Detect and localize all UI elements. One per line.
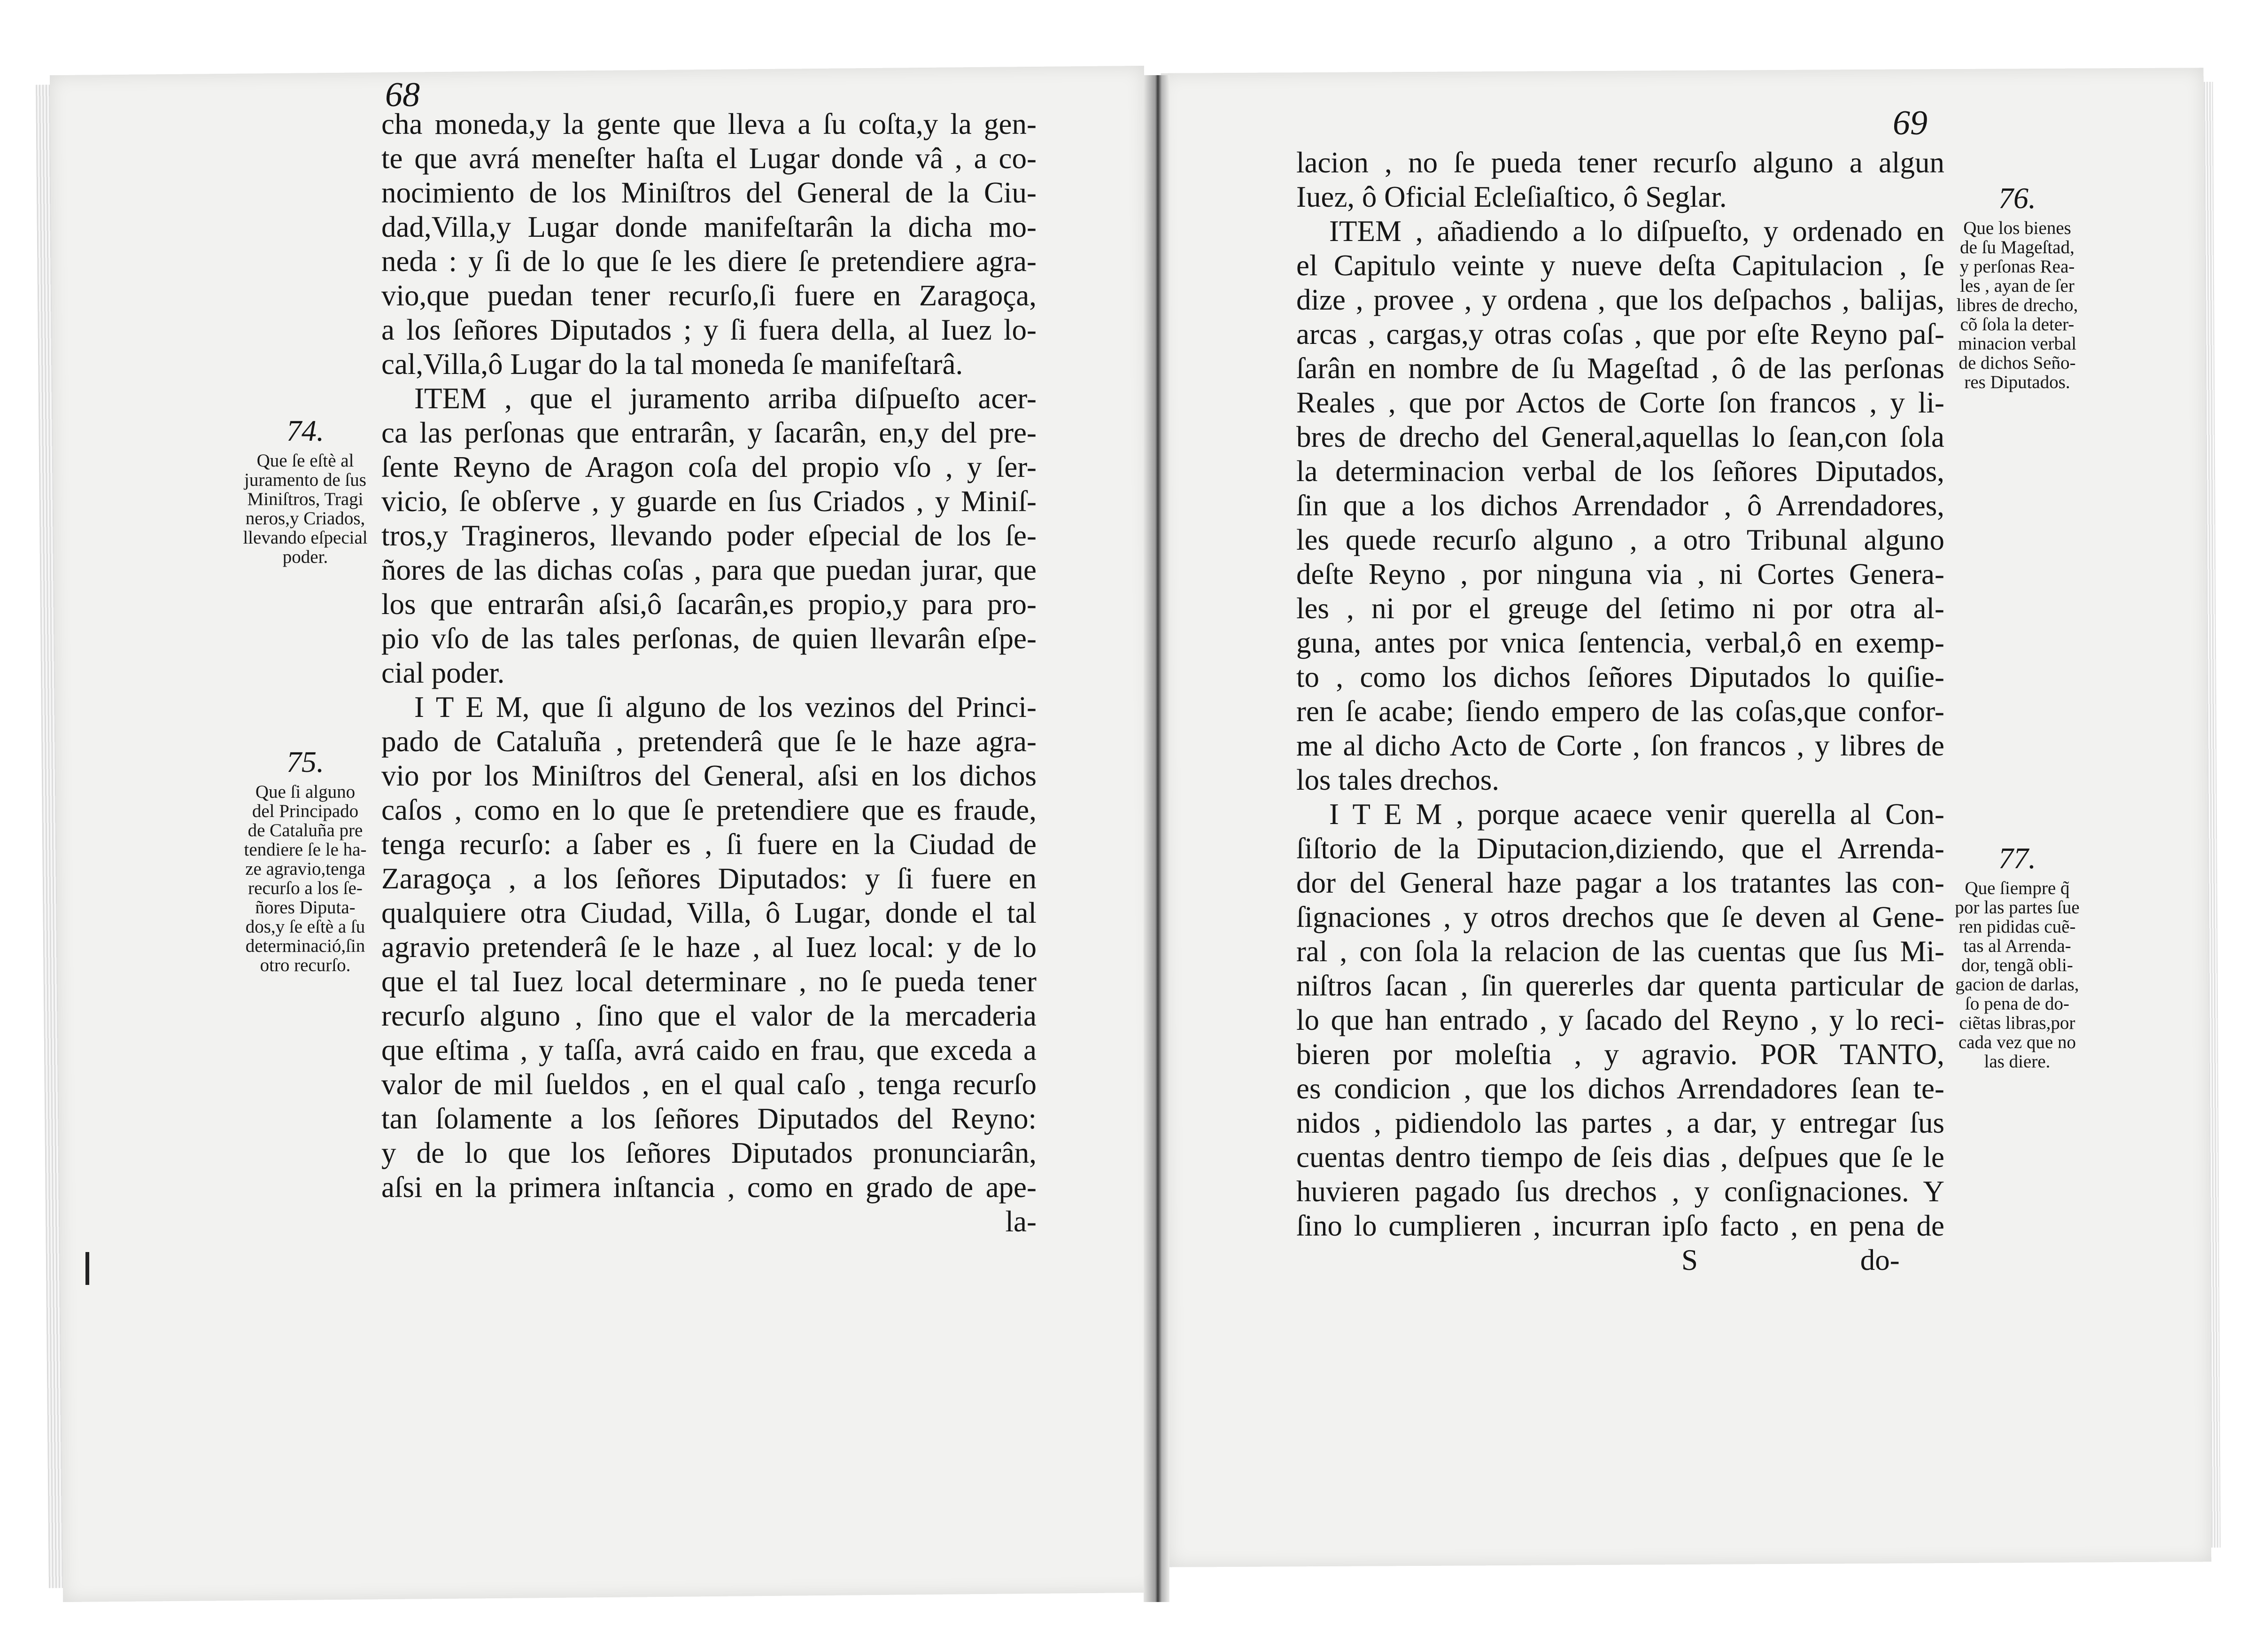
text-line: deſte Reyno , por ninguna via , ni Cortes Genera- <box>1296 558 1944 591</box>
note-line: tas al Arrenda- <box>1963 936 2071 956</box>
note-line: por las partes ſue <box>1955 897 2080 918</box>
text-line: guna, antes por vnica ſentencia, verbal,ô en exemp- <box>1296 626 1944 659</box>
text-line: ñores de las dichas coſas , para que puedan jurar, que <box>381 553 1037 586</box>
text-line: niſtros ſacan , ſin quererles dar quenta particular de <box>1296 969 1944 1002</box>
text-line: valor de mil ſueldos , en el qual caſo , tenga recurſo <box>381 1068 1037 1101</box>
text-line: I T E M, que ſi alguno de los vezinos del Princi- <box>414 691 1037 724</box>
text-line: cuentas dentro tiempo de ſeis dias , deſpues que ſe le <box>1296 1141 1944 1174</box>
text-line: la determinacion verbal de los ſeñores Diputados, <box>1296 455 1944 488</box>
note-line: juramento de ſus <box>244 470 366 490</box>
text-line: ſente Reyno de Aragon coſa del propio vſo , y ſer- <box>381 451 1037 483</box>
note-line: dos,y ſe eſtè a ſu <box>245 917 365 937</box>
text-line: cal,Villa,ô Lugar do la tal moneda ſe manifeſtarâ. <box>381 348 963 381</box>
text-line: ITEM , añadiendo a lo diſpueſto, y ordenado en <box>1329 215 1944 248</box>
text-line: vicio, ſe obſerve , y guarde en ſus Criados , y Miniſ- <box>381 485 1037 518</box>
text-line: los que entrarân aſsi,ô ſacarân,es propio,y para pro- <box>381 588 1037 621</box>
marginal-note-76 <box>1947 181 2088 392</box>
text-line: me al dicho Acto de Corte , ſon francos , y libres de <box>1296 729 1944 762</box>
note-number: 75. <box>286 745 324 778</box>
note-line: recurſo a los ſe- <box>248 878 363 898</box>
text-line: tenga recurſo: a ſaber es , ſi fuere en la Ciudad de <box>381 828 1037 861</box>
note-line: Que ſiempre q̃ <box>1965 878 2070 898</box>
note-number: 74. <box>286 414 324 447</box>
note-line: ſo pena de do- <box>1965 994 2069 1014</box>
text-line: agravio pretenderâ ſe le haze , al Iuez local: y de lo <box>381 931 1037 964</box>
text-line: te que avrá meneſter haſta el Lugar donde vâ , a co- <box>381 142 1037 175</box>
note-line: dor, tengã obli- <box>1961 955 2073 975</box>
text-line: nocimiento de los Miniſtros del General de la Ciu- <box>381 176 1037 209</box>
text-line: ſin que a los dichos Arrendador , ô Arrendadores, <box>1296 489 1944 522</box>
text-line: vio,que puedan tener recurſo,ſi fuere en Zaragoça, <box>381 279 1037 312</box>
text-line: que el tal Iuez local determinare , no ſe pueda tener <box>381 965 1037 998</box>
text-line: es condicion , que los dichos Arrendadores ſean te- <box>1296 1072 1944 1105</box>
catchword-left: la- <box>1005 1205 1037 1238</box>
text-line: qualquiere otra Ciudad, Villa, ô Lugar, donde el tal <box>381 896 1037 929</box>
text-line: lo que han entrado , y ſacado del Reyno , y lo reci- <box>1296 1004 1944 1036</box>
note-line: de dichos Seño- <box>1958 353 2076 373</box>
note-line: de Cataluña pre <box>248 820 363 840</box>
note-line: Que los bienes <box>1963 218 2071 238</box>
note-line: y perſonas Rea- <box>1959 257 2075 277</box>
note-line: Que ſi alguno <box>255 782 356 802</box>
text-line: ren ſe acabe; ſiendo empero de las coſas,que confor- <box>1296 695 1944 728</box>
note-line: ze agravio,tenga <box>245 859 365 879</box>
text-line: bieren por moleſtia , y agravio. POR TANTO, <box>1296 1038 1944 1071</box>
note-line: minacion verbal <box>1958 334 2077 354</box>
right-text-column <box>1296 146 1944 1277</box>
text-line: y de lo que los ſeñores Diputados pronunciarân, <box>381 1136 1037 1169</box>
note-line: de ſu Mageſtad, <box>1960 237 2074 257</box>
text-line: recurſo alguno , ſino que el valor de la mercaderia <box>381 999 1037 1032</box>
marginal-note-74 <box>235 413 376 567</box>
text-line: ITEM , que el juramento arriba diſpueſto acer- <box>414 382 1037 415</box>
note-line: Miniſtros, Tragi <box>247 489 364 509</box>
text-line: a los ſeñores Diputados ; y ſi fuera della, al Iuez lo- <box>381 313 1037 346</box>
text-line: tan ſolamente a los ſeñores Diputados del Reyno: <box>381 1102 1037 1135</box>
text-line: nidos , pidiendolo las partes , a dar, y entregar ſus <box>1296 1106 1944 1139</box>
text-line: arcas , cargas,y otras coſas , que por eſte Reyno paſ- <box>1296 318 1944 350</box>
note-line: tendiere ſe le ha- <box>244 840 367 860</box>
text-line: caſos , como en lo que ſe pretendiere que es fraude, <box>381 794 1037 826</box>
note-line: ñores Diputa- <box>255 897 356 918</box>
text-line: los tales drechos. <box>1296 763 1500 796</box>
note-line: del Principado <box>252 801 359 821</box>
text-line: cha moneda,y la gente que lleva a ſu coſta,y la gen- <box>381 108 1037 140</box>
edge-mark <box>85 1252 89 1285</box>
text-line: dad,Villa,y Lugar donde manifeſtarân la dicha mo- <box>381 210 1037 243</box>
text-line: ral , con ſola la relacion de las cuentas que ſus Mi- <box>1296 935 1944 968</box>
text-line: les , ni por el greuge del ſetimo ni por otra al- <box>1296 592 1944 625</box>
note-line: determinació,ſin <box>245 936 365 956</box>
note-line: ren pididas cuẽ- <box>1958 917 2076 937</box>
text-line: aſsi en la primera inſtancia , como en grado de ape- <box>381 1171 1037 1204</box>
note-line: gacion de darlas, <box>1955 974 2079 995</box>
text-line: pio vſo de las tales perſonas, de quien llevarân eſpe- <box>381 622 1037 655</box>
text-line: pado de Cataluña , pretenderâ que ſe le haze agra- <box>381 725 1037 758</box>
text-line: dize , provee , y ordena , que los deſpachos , balijas, <box>1296 283 1944 316</box>
text-line: tros,y Tragineros, llevando poder eſpecial de los ſe- <box>381 519 1037 552</box>
text-line: ſino lo cumplieren , incurran ipſo facto , en pena de <box>1296 1209 1944 1242</box>
marginal-note-77 <box>1947 841 2088 1071</box>
note-line: cõ ſola la deter- <box>1960 314 2074 335</box>
note-line: otro recurſo. <box>260 955 351 975</box>
page-number-left: 68 <box>385 76 420 114</box>
note-number: 76. <box>1998 181 2036 215</box>
page-number-right: 69 <box>1893 104 1927 142</box>
signature-and-catchword: S do- <box>1681 1244 1900 1276</box>
note-line: llevando eſpecial <box>243 528 368 548</box>
text-line: I T E M , porque acaece venir querella al Con- <box>1329 798 1944 831</box>
note-line: las diere. <box>1984 1051 2051 1072</box>
text-line: Reales , que por Actos de Corte ſon francos , y li- <box>1296 386 1944 419</box>
text-line: vio por los Miniſtros del General, aſsi en los dichos <box>381 759 1037 792</box>
marginal-note-75 <box>235 745 376 975</box>
text-line: to , como los dichos ſeñores Diputados lo quiſie- <box>1296 661 1944 693</box>
left-text-column <box>381 107 1037 1239</box>
text-line: neda : y ſi de lo que ſe les diere ſe pretendiere agra- <box>381 245 1037 278</box>
text-line: bres de drecho del General,aquellas lo ſean,con ſola <box>1296 420 1944 453</box>
note-line: libres de drecho, <box>1956 295 2078 315</box>
text-line: dor del General haze pagar a los tratantes las con- <box>1296 866 1944 899</box>
book-gutter <box>1144 75 1169 1602</box>
note-number: 77. <box>1998 841 2036 875</box>
text-line: cial poder. <box>381 656 505 689</box>
text-line: les quede recurſo alguno , a otro Tribunal alguno <box>1296 523 1944 556</box>
text-line: Zaragoça , a los ſeñores Diputados: y ſi fuere en <box>381 862 1037 895</box>
text-line: que eſtima , y taſſa, avrá caido en frau, que exceda a <box>381 1034 1037 1066</box>
text-line: huvieren pagado ſus drechos , y conſignaciones. Y <box>1296 1175 1944 1208</box>
note-line: les , ayan de ſer <box>1960 276 2074 296</box>
text-line: ſignaciones , y otros drechos que ſe deven al Gene- <box>1296 901 1944 934</box>
text-line: ſarân en nombre de ſu Mageſtad , ô de las perſonas <box>1296 352 1944 385</box>
text-line: el Capitulo veinte y nueve deſta Capitulacion , ſe <box>1296 249 1944 282</box>
note-line: res Diputados. <box>1964 372 2070 392</box>
note-line: poder. <box>282 547 328 567</box>
text-line: ca las perſonas que entrarân, y ſacarân, en,y del pre- <box>381 416 1037 449</box>
note-line: Que ſe eſtè al <box>256 451 354 471</box>
text-line: ſiſtorio de la Diputacion,diziendo, que el Arrenda- <box>1296 832 1944 865</box>
note-line: cada vez que no <box>1958 1032 2076 1052</box>
note-line: ciẽtas libras,por <box>1959 1013 2075 1033</box>
text-line: Iuez, ô Oficial Ecleſiaſtico, ô Seglar. <box>1296 180 1727 213</box>
note-line: neros,y Criados, <box>245 508 365 529</box>
text-line: lacion , no ſe pueda tener recurſo alguno a algun <box>1296 146 1944 179</box>
